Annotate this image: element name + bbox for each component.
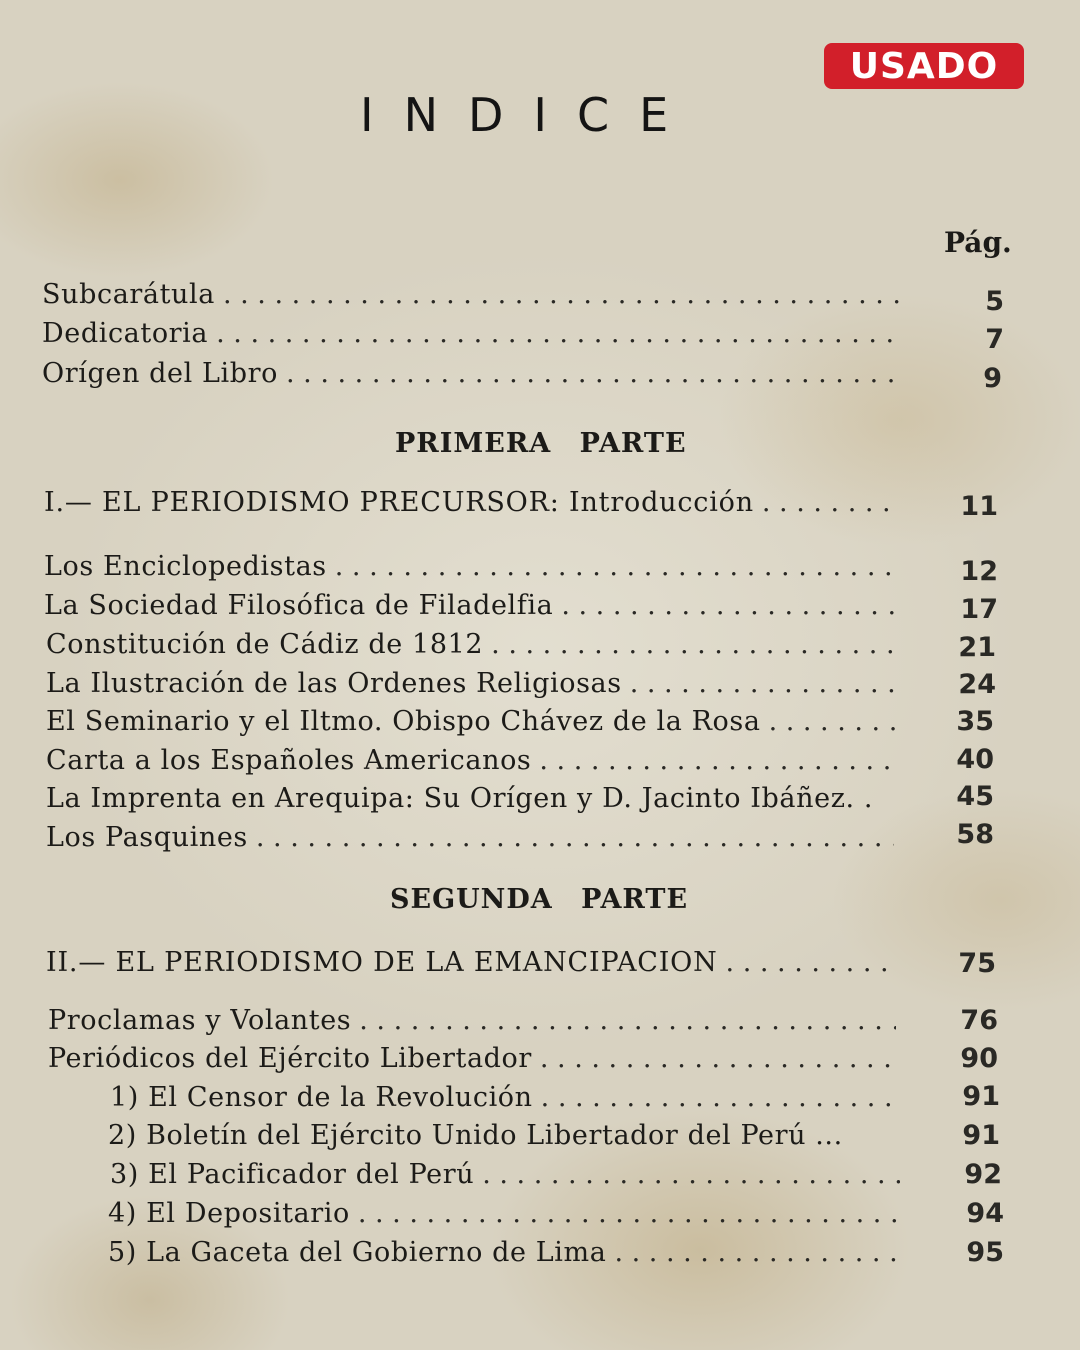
dot-leader <box>726 944 894 982</box>
toc-entry-title: Carta a los Españoles Americanos <box>46 745 532 776</box>
toc-entry <box>42 355 908 393</box>
dot-leader <box>335 548 896 586</box>
toc-entry-title: Proclamas y Volantes <box>48 1005 352 1036</box>
toc-entry <box>48 1040 904 1078</box>
toc-subentry-title: 2) Boletín del Ejército Unido Libertador del Perú ... <box>108 1120 843 1151</box>
toc-entry-title: La Sociedad Filosófica de Filadelfia <box>44 590 554 621</box>
toc-subentry-page: 91 <box>962 1120 1000 1151</box>
dot-leader <box>491 626 896 664</box>
dot-leader <box>541 1079 898 1117</box>
toc-entry-title: Los Pasquines <box>46 822 248 853</box>
toc-subentry <box>108 1195 908 1233</box>
dot-leader <box>540 1040 896 1078</box>
toc-entry <box>42 276 908 314</box>
toc-entry <box>46 819 902 857</box>
toc-subentry <box>108 1117 908 1155</box>
toc-entry-page: 17 <box>960 594 998 625</box>
toc-entry-page: 12 <box>960 556 998 587</box>
toc-subentry <box>110 1156 908 1194</box>
toc-entry-title: La Imprenta en Arequipa: Su Orígen y D. Jacinto Ibáñez. . <box>46 783 874 814</box>
chapter-entry <box>44 484 906 522</box>
toc-entry <box>46 665 904 703</box>
chapter-page: 75 <box>958 948 996 979</box>
toc-subentry-page: 91 <box>962 1081 1000 1112</box>
toc-entry-page: 9 <box>983 363 1002 394</box>
chapter-title: I.— EL PERIODISMO PRECURSOR: Introducción <box>44 487 754 518</box>
dot-leader <box>769 703 898 741</box>
toc-subentry-page: 95 <box>966 1237 1004 1268</box>
toc-entry-title: Dedicatoria <box>42 318 209 349</box>
toc-entry-page: 45 <box>956 781 994 812</box>
toc-entry-title: Constitución de Cádiz de 1812 <box>46 629 484 660</box>
dot-leader <box>216 315 900 353</box>
dot-leader <box>358 1195 900 1233</box>
toc-entry-title: Periódicos del Ejército Libertador <box>48 1043 532 1074</box>
toc-subentry-title: 5) La Gaceta del Gobierno de Lima <box>108 1237 607 1268</box>
toc-subentry-page: 94 <box>966 1198 1004 1229</box>
toc-entry <box>46 626 904 664</box>
toc-entry-title: Orígen del Libro <box>42 358 279 389</box>
toc-entry <box>46 742 904 780</box>
toc-entry-page: 40 <box>956 744 994 775</box>
page-title: INDICE <box>360 88 699 142</box>
toc-entry-title: Subcarátula <box>42 279 215 310</box>
toc-entry <box>46 703 906 741</box>
dot-leader <box>359 1002 896 1040</box>
toc-entry <box>46 780 906 818</box>
toc-entry-page: 58 <box>956 819 994 850</box>
toc-entry-title: La Ilustración de las Ordenes Religiosas <box>46 668 622 699</box>
dot-leader <box>539 742 896 780</box>
toc-entry-page: 24 <box>958 669 996 700</box>
part-heading: SEGUNDA PARTE <box>390 884 689 915</box>
toc-subentry-page: 92 <box>964 1159 1002 1190</box>
part-heading: PRIMERA PARTE <box>395 428 687 459</box>
toc-entry-page: 90 <box>960 1043 998 1074</box>
toc-subentry-title: 3) El Pacificador del Perú <box>110 1159 475 1190</box>
chapter-entry <box>46 944 902 982</box>
toc-entry-title: Los Enciclopedistas <box>44 551 327 582</box>
dot-leader <box>630 665 896 703</box>
dot-leader <box>482 1156 900 1194</box>
chapter-title: II.— EL PERIODISMO DE LA EMANCIPACION <box>46 947 718 978</box>
dot-leader <box>561 587 896 625</box>
page-column-header: Pág. <box>944 226 1012 259</box>
toc-entry-page: 35 <box>956 706 994 737</box>
toc-entry <box>48 1002 904 1040</box>
used-badge: USADO <box>824 43 1024 89</box>
toc-entry-page: 5 <box>985 286 1004 317</box>
dot-leader <box>286 355 900 393</box>
toc-entry-page: 76 <box>960 1005 998 1036</box>
toc-entry <box>44 587 904 625</box>
toc-entry-page: 21 <box>958 632 996 663</box>
toc-entry-title: El Seminario y el Iltmo. Obispo Chávez de la Rosa <box>46 706 761 737</box>
toc-entry <box>42 315 908 353</box>
toc-subentry-title: 4) El Depositario <box>108 1198 350 1229</box>
dot-leader <box>223 276 900 314</box>
chapter-page: 11 <box>960 491 998 522</box>
toc-subentry-title: 1) El Censor de la Revolución <box>110 1082 533 1113</box>
toc-subentry <box>110 1079 906 1117</box>
toc-entry <box>44 548 904 586</box>
dot-leader <box>762 484 898 522</box>
toc-entry-page: 7 <box>985 324 1004 355</box>
dot-leader <box>614 1234 900 1272</box>
dot-leader <box>256 819 894 857</box>
toc-subentry <box>108 1234 908 1272</box>
